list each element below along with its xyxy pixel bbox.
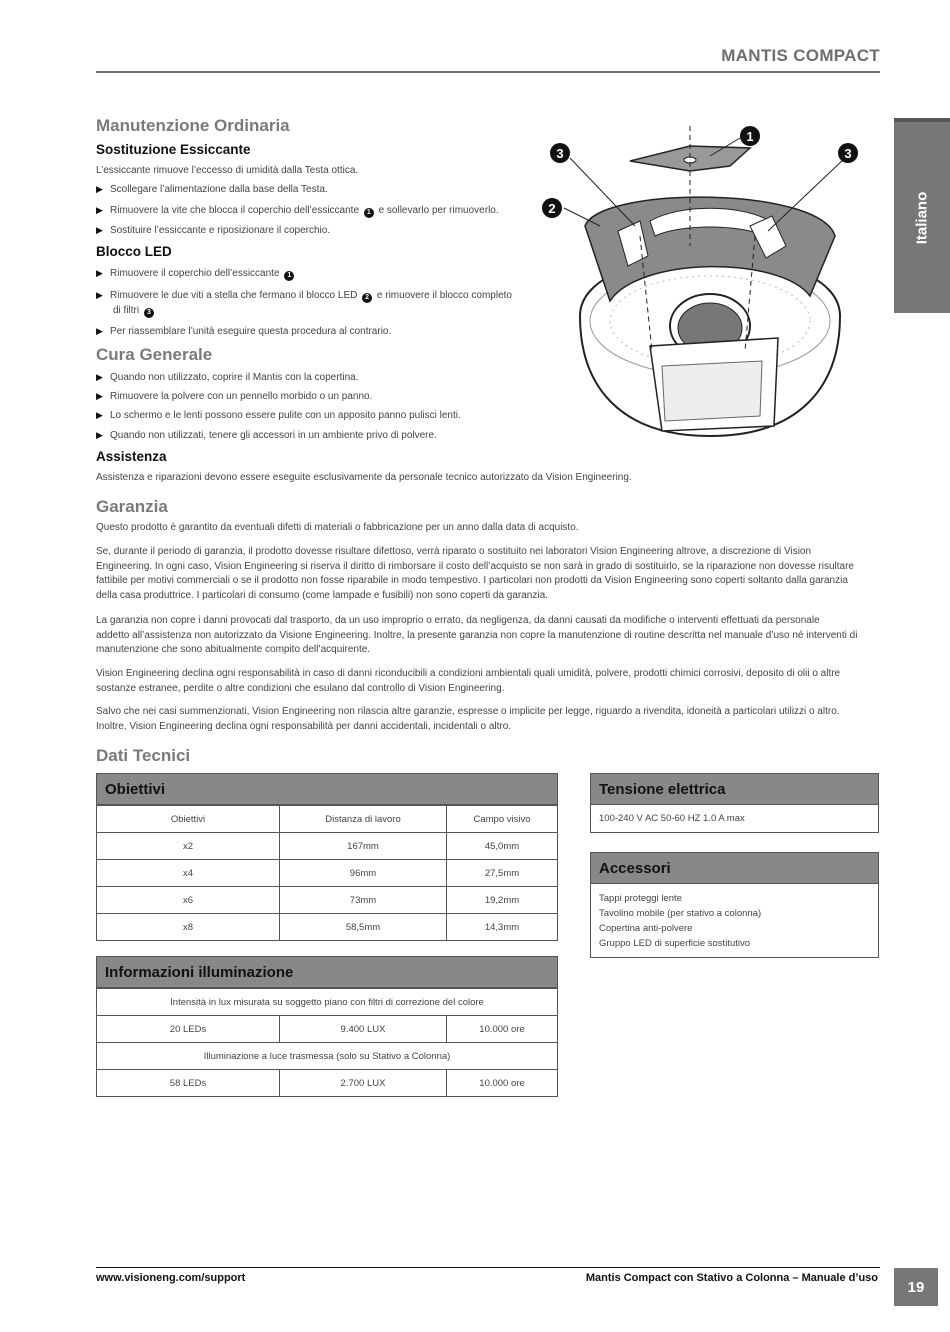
bullet-arrow-icon: ▶ xyxy=(96,391,103,401)
illuminazione-table xyxy=(96,956,558,1097)
list-item: Gruppo LED di superficie sostitutivo xyxy=(599,938,751,949)
callout-number-icon: 2 xyxy=(362,293,372,303)
garanzia-p2-line1: Se, durante il periodo di garanzia, il prodotto dovesse risultare difettoso, verrà riparato o sostituito nei laboratori Vision Engineering altrove, a discrezione di Vision xyxy=(96,546,812,557)
table-cell: 45,0mm xyxy=(446,833,557,859)
subsection-title-essiccante: Sostituzione Essiccante xyxy=(96,142,251,157)
garanzia-p3-line2: addetto all’assistenza non autorizzato da Visione Engineering. Inoltre, la presente garanzia non copre la manutenzione di routine descritta nel manuale d’uso né interventi di xyxy=(96,629,858,641)
table-cell: x6 xyxy=(182,894,194,906)
callout-2: 2 xyxy=(548,201,556,216)
bullet-item: ▶ Rimuovere la polvere con un pennello morbido o un panno. xyxy=(96,391,373,402)
subsection-title-assistenza: Assistenza xyxy=(96,449,167,464)
table-cell: 27,5mm xyxy=(446,860,557,886)
tensione-table xyxy=(590,773,879,833)
callout-number-icon: 1 xyxy=(364,208,374,218)
garanzia-p5-line1: Salvo che nei casi summenzionati, Vision Engineering non rilascia altre garanzie, espresse o implicite per legge, riguardo a rivendita, idoneità a particolari utilizzi o altro. xyxy=(96,706,840,717)
accessori-list xyxy=(591,884,878,957)
page-number-badge xyxy=(894,1268,938,1306)
bullet-item: ▶ Quando non utilizzato, coprire il Mantis con la copertina. xyxy=(96,372,359,383)
footer-document-title: Mantis Compact con Stativo a Colonna – Manuale d’uso xyxy=(585,1272,878,1284)
bullet-arrow-icon: ▶ xyxy=(96,184,103,194)
page-number: 19 xyxy=(907,1279,925,1296)
footer-divider xyxy=(96,1267,880,1268)
table-cell: 9.400 LUX xyxy=(279,1016,446,1042)
garanzia-p5-line2: Inoltre, Vision Engineering declina ogni responsabilità per danni accidentali, incidentali o altro. xyxy=(96,720,512,732)
tensione-value: 100-240 V AC 50-60 HZ 1.0 A max xyxy=(599,813,745,824)
callout-number-icon: 3 xyxy=(144,308,154,318)
bullet-item: ▶ Scollegare l’alimentazione dalla base della Testa. xyxy=(96,184,328,195)
garanzia-p3-line1: La garanzia non copre i danni provocati dal trasporto, da un uso improprio o errato, da negligenza, da danni causati da modifiche o interventi effettuati da personale xyxy=(96,615,820,626)
table-header-row xyxy=(97,805,557,832)
table-cell: 14,3mm xyxy=(446,914,557,940)
obiettivi-table-title: Obiettivi xyxy=(97,774,557,805)
table-cell: 167mm xyxy=(279,833,446,859)
list-item: Tappi proteggi lente xyxy=(599,893,682,904)
obiettivi-table xyxy=(96,773,558,941)
column-header: Campo visivo xyxy=(446,806,557,832)
garanzia-p2-line4: della casa produttrice. I particolari di consumo (come lampade e fusibili) non sono coperti da garanzia. xyxy=(96,589,548,601)
table-cell: x4 xyxy=(182,867,194,879)
bullet-arrow-icon: ▶ xyxy=(96,205,103,215)
table-cell: 96mm xyxy=(279,860,446,886)
table-cell: 10.000 ore xyxy=(446,1070,557,1096)
table-row xyxy=(97,1069,557,1096)
subsection-title-led: Blocco LED xyxy=(96,244,172,259)
callout-3-left: 3 xyxy=(556,146,564,161)
table-cell: x8 xyxy=(182,921,194,933)
bullet-item: ▶ Sostituire l’essiccante e riposizionare il coperchio. xyxy=(96,225,331,236)
table-cell: 58,5mm xyxy=(279,914,446,940)
bullet-arrow-icon: ▶ xyxy=(96,326,103,336)
table-cell: 19,2mm xyxy=(446,887,557,913)
list-item: Tavolino mobile (per stativo a colonna) xyxy=(599,908,762,919)
bullet-arrow-icon: ▶ xyxy=(96,372,103,382)
garanzia-p4-line2: sostanze estranee, perdite o altre condizioni che esulano dal controllo di Vision Engineering. xyxy=(96,682,505,694)
table-cell: 20 LEDs xyxy=(169,1023,207,1035)
bullet-item: ▶ Quando non utilizzati, tenere gli accessori in un ambiente privo di polvere. xyxy=(96,430,437,441)
table-row xyxy=(97,913,557,940)
table-cell: 2.700 LUX xyxy=(279,1070,446,1096)
table-cell: x2 xyxy=(182,840,194,852)
bullet-arrow-icon: ▶ xyxy=(96,430,103,440)
garanzia-p4-line1: Vision Engineering declina ogni responsabilità in caso di danni riconducibili a condizioni ambientali quali umidità, polvere, prodotti chimici corrosivi, deposito di olii o altre xyxy=(96,668,841,679)
table-row xyxy=(97,886,557,913)
header-divider xyxy=(96,71,880,73)
header-title: MANTIS COMPACT xyxy=(721,46,880,65)
optical-head-exploded-illustration xyxy=(540,116,880,451)
callout-3-right: 3 xyxy=(844,146,852,161)
section-title-dati-tecnici: Dati Tecnici xyxy=(96,746,191,765)
illuminazione-table-title: Informazioni illuminazione xyxy=(97,957,557,988)
column-header: Distanza di lavoro xyxy=(279,806,446,832)
bullet-item: ▶ Rimuovere il coperchio dell’essiccante 1 xyxy=(96,266,296,281)
essiccante-intro: L’essiccante rimuove l’eccesso di umidità dalla Testa ottica. xyxy=(96,165,359,176)
list-item: Copertina anti-polvere xyxy=(599,923,693,934)
garanzia-p3-line3: manutenzione che sono abitualmente compito dell’acquirente. xyxy=(96,644,371,655)
bullet-item: ▶ Per riassemblare l’unità eseguire questa procedura al contrario. xyxy=(96,326,392,337)
callout-number-icon: 1 xyxy=(284,271,294,281)
section-title-cura: Cura Generale xyxy=(96,345,213,364)
bullet-arrow-icon: ▶ xyxy=(96,268,103,278)
table-row xyxy=(97,1015,557,1042)
table-cell: 10.000 ore xyxy=(446,1016,557,1042)
table-row xyxy=(97,832,557,859)
accessori-table-title: Accessori xyxy=(591,853,878,884)
table-row xyxy=(97,859,557,886)
table-row xyxy=(97,988,557,1015)
table-note: Illuminazione a luce trasmessa (solo su Stativo a Colonna) xyxy=(203,1050,451,1062)
accessori-table xyxy=(590,852,879,958)
table-note: Intensità in lux misurata su soggetto piano con filtri di correzione del colore xyxy=(170,996,484,1008)
table-row xyxy=(97,1042,557,1069)
garanzia-p2-line3: fattibile per motivi commerciali o se il prodotto non fosse riparabile in modo tempestivo. I particolari non prodotti da Vision Engineering sono coperti soltanto dalla garanzia xyxy=(96,575,848,586)
assistenza-text: Assistenza e riparazioni devono essere eseguite esclusivamente da personale tecnico autorizzato da Vision Engineering. xyxy=(96,472,632,483)
table-cell: 73mm xyxy=(279,887,446,913)
bullet-item: ▶ Lo schermo e le lenti possono essere pulite con un apposito panno pulisci lenti. xyxy=(96,410,461,421)
language-tab xyxy=(894,118,950,313)
garanzia-p1: Questo prodotto è garantito da eventuali difetti di materiali o fabbricazione per un anno dalla data di acquisto. xyxy=(96,522,579,533)
bullet-item: ▶ Rimuovere la vite che blocca il coperchio dell’essiccante 1 e sollevarlo per rimuoverlo. xyxy=(96,205,499,216)
tensione-table-title: Tensione elettrica xyxy=(591,774,878,805)
bullet-arrow-icon: ▶ xyxy=(96,410,103,420)
garanzia-p2-line2: Engineering. In ogni caso, Vision Engineering si riserva il diritto di rimborsare il costo dell’acquisto se non sarà in grado di sostituirlo, se la riparazione non dovesse risultare xyxy=(96,560,854,572)
bullet-item: ▶ Rimuovere le due viti a stella che fermano il blocco LED 2 e rimuovere il blocco completo di filtri 3 xyxy=(96,290,512,316)
column-header: Obiettivi xyxy=(170,813,206,825)
section-title-manutenzione: Manutenzione Ordinaria xyxy=(96,116,290,135)
table-cell: 58 LEDs xyxy=(169,1077,207,1089)
bullet-arrow-icon: ▶ xyxy=(96,290,103,300)
language-tab-label: Italiano xyxy=(913,191,931,244)
footer-url-link[interactable]: www.visioneng.com/support xyxy=(96,1272,246,1284)
callout-1: 1 xyxy=(746,129,754,144)
section-title-garanzia: Garanzia xyxy=(96,497,168,516)
bullet-arrow-icon: ▶ xyxy=(96,225,103,235)
